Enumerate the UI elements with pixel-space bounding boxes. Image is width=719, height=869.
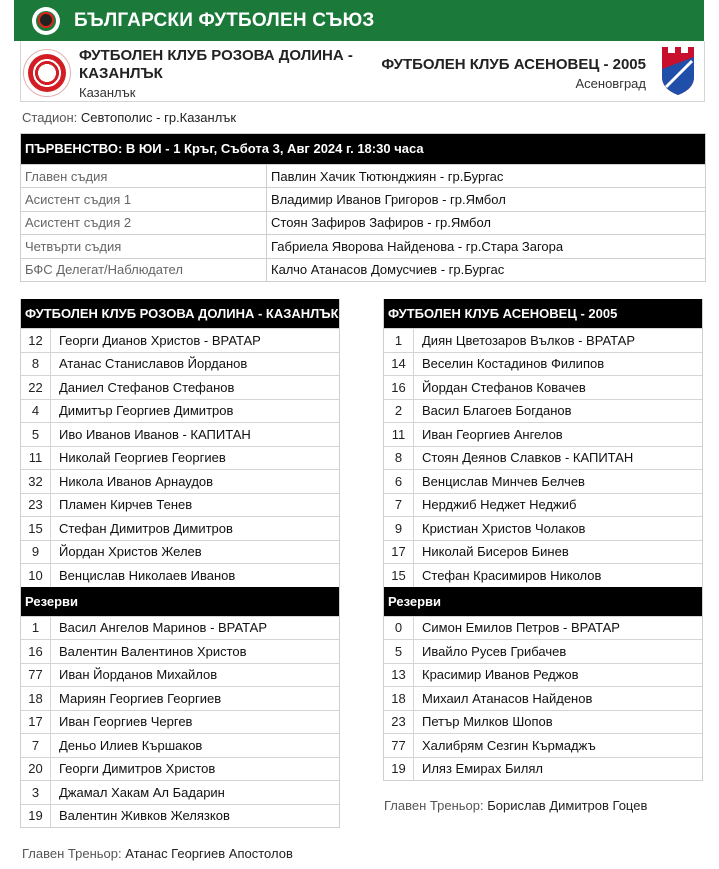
- player-row: [21, 563, 339, 587]
- player-number: 19: [21, 805, 51, 828]
- official-row: [21, 187, 705, 210]
- player-number: 5: [384, 640, 414, 663]
- official-row: [21, 211, 705, 234]
- home-coach: [22, 846, 293, 861]
- away-coach-label: Главен Треньор:: [384, 798, 484, 813]
- player-name: Иван Георгиев Ангелов: [422, 426, 563, 442]
- player-row: [21, 710, 339, 734]
- player-row: [21, 616, 339, 640]
- official-name: Павлин Хачик Тютюнджиян - гр.Бургас: [271, 168, 504, 184]
- player-row: [21, 540, 339, 564]
- player-row: [21, 780, 339, 804]
- player-row: [21, 422, 339, 446]
- player-name: Джамал Хакам Ал Бадарин: [59, 784, 225, 800]
- player-number: 12: [21, 329, 51, 352]
- player-row: [384, 399, 702, 423]
- player-row: [21, 469, 339, 493]
- official-name: Владимир Иванов Григоров - гр.Ямбол: [271, 192, 506, 208]
- player-name: Пламен Кирчев Тенев: [59, 497, 193, 513]
- away-starters-list: [384, 328, 702, 587]
- official-row: [21, 234, 705, 257]
- player-row: [384, 469, 702, 493]
- federation-title: БЪЛГАРСКИ ФУТБОЛЕН СЪЮЗ: [74, 9, 375, 31]
- player-row: [21, 399, 339, 423]
- player-row: [384, 710, 702, 734]
- player-row: [384, 663, 702, 687]
- player-number: 0: [384, 617, 414, 640]
- player-name: Йордан Стефанов Ковачев: [422, 379, 586, 395]
- player-number: 15: [21, 517, 51, 540]
- player-name: Михаил Атанасов Найденов: [422, 690, 593, 706]
- player-number: 1: [384, 329, 414, 352]
- player-name: Иво Иванов Иванов - КАПИТАН: [59, 426, 251, 442]
- away-team-name: ФУТБОЛЕН КЛУБ АСЕНОВЕЦ - 2005: [381, 56, 646, 73]
- player-number: 10: [21, 564, 51, 587]
- player-row: [384, 352, 702, 376]
- player-row: [21, 639, 339, 663]
- official-role: Главен съдия: [21, 165, 267, 187]
- player-row: [384, 493, 702, 517]
- teams-panel: [20, 41, 705, 102]
- player-row: [384, 616, 702, 640]
- home-coach-name: Атанас Георгиев Апостолов: [125, 846, 293, 861]
- home-subs-list: [21, 616, 339, 828]
- official-name: Габриела Яворова Найденова - гр.Стара Загора: [271, 238, 564, 254]
- player-number: 17: [384, 541, 414, 564]
- player-name: Валентин Валентинов Христов: [59, 643, 247, 659]
- player-row: [384, 563, 702, 587]
- player-name: Кристиан Христов Чолаков: [422, 520, 586, 536]
- player-name: Симон Емилов Петров - ВРАТАР: [422, 620, 620, 636]
- player-row: [21, 733, 339, 757]
- player-number: 8: [384, 447, 414, 470]
- match-officials-table: [20, 133, 706, 282]
- player-name: Иван Георгиев Чергев: [59, 714, 193, 730]
- home-lineup-title: ФУТБОЛЕН КЛУБ РОЗОВА ДОЛИНА - КАЗАНЛЪК: [21, 299, 339, 328]
- player-number: 7: [21, 734, 51, 757]
- player-name: Даниел Стефанов Стефанов: [59, 379, 235, 395]
- player-name: Стефан Димитров Димитров: [59, 520, 233, 536]
- player-row: [21, 328, 339, 352]
- away-lineup-table: [383, 299, 703, 781]
- player-number: 23: [384, 711, 414, 734]
- player-row: [384, 733, 702, 757]
- home-team-name: ФУТБОЛЕН КЛУБ РОЗОВА ДОЛИНА - КАЗАНЛЪК: [79, 47, 353, 82]
- home-coach-label: Главен Треньор:: [22, 846, 122, 861]
- federation-header: [14, 0, 704, 41]
- stadium-line: [22, 110, 236, 125]
- away-crest-icon: [658, 47, 698, 95]
- player-number: 32: [21, 470, 51, 493]
- player-name: Деньо Илиев Кършаков: [59, 737, 203, 753]
- player-name: Ивайло Русев Грибачев: [422, 643, 567, 659]
- player-name: Венцислав Минчев Белчев: [422, 473, 585, 489]
- player-name: Николай Георгиев Георгиев: [59, 450, 226, 466]
- player-name: Васил Благоев Богданов: [422, 403, 572, 419]
- stadium-label: Стадион:: [22, 110, 78, 125]
- player-number: 77: [21, 664, 51, 687]
- away-lineup-title: ФУТБОЛЕН КЛУБ АСЕНОВЕЦ - 2005: [384, 299, 702, 328]
- home-starters-list: [21, 328, 339, 587]
- player-name: Диян Цветозаров Вълков - ВРАТАР: [422, 332, 636, 348]
- player-row: [21, 757, 339, 781]
- player-name: Атанас Станиславов Йорданов: [59, 356, 248, 372]
- player-number: 13: [384, 664, 414, 687]
- player-row: [384, 328, 702, 352]
- player-number: 3: [21, 781, 51, 804]
- stadium-value: Севтополис - гр.Казанлък: [80, 110, 237, 125]
- player-name: Красимир Иванов Реджов: [422, 667, 579, 683]
- away-team-city: Асеновград: [575, 76, 646, 91]
- player-name: Нерджиб Неджет Неджиб: [422, 497, 577, 513]
- player-number: 18: [21, 687, 51, 710]
- player-row: [21, 804, 339, 828]
- player-number: 2: [384, 400, 414, 423]
- player-row: [384, 639, 702, 663]
- player-name: Димитър Георгиев Димитров: [59, 403, 234, 419]
- away-coach: [384, 798, 647, 813]
- player-name: Георги Дианов Христов - ВРАТАР: [59, 332, 261, 348]
- player-number: 17: [21, 711, 51, 734]
- player-number: 5: [21, 423, 51, 446]
- home-subs-label: Резерви: [21, 587, 339, 616]
- away-subs-label: Резерви: [384, 587, 702, 616]
- player-name: Халибрям Сезгин Кърмаджъ: [422, 737, 596, 753]
- player-name: Петър Милков Шопов: [422, 714, 553, 730]
- official-name: Стоян Зафиров Зафиров - гр.Ямбол: [271, 215, 491, 231]
- official-role: Асистент съдия 1: [21, 188, 267, 210]
- player-row: [21, 686, 339, 710]
- player-number: 11: [21, 447, 51, 470]
- away-subs-list: [384, 616, 702, 781]
- player-number: 77: [384, 734, 414, 757]
- official-row: [21, 164, 705, 187]
- player-number: 19: [384, 758, 414, 781]
- player-number: 8: [21, 353, 51, 376]
- player-number: 22: [21, 376, 51, 399]
- player-name: Стоян Деянов Славков - КАПИТАН: [422, 450, 634, 466]
- player-name: Веселин Костадинов Филипов: [422, 356, 605, 372]
- official-role: БФС Делегат/Наблюдател: [21, 259, 267, 281]
- player-number: 15: [384, 564, 414, 587]
- player-row: [384, 757, 702, 781]
- player-name: Николай Бисеров Бинев: [422, 544, 569, 560]
- player-name: Мариян Георгиев Георгиев: [59, 690, 222, 706]
- player-number: 1: [21, 617, 51, 640]
- player-number: 9: [21, 541, 51, 564]
- player-number: 9: [384, 517, 414, 540]
- player-name: Йордан Христов Желев: [59, 544, 202, 560]
- player-number: 6: [384, 470, 414, 493]
- player-number: 16: [21, 640, 51, 663]
- player-name: Георги Димитров Христов: [59, 761, 216, 777]
- home-team-city: Казанлък: [79, 85, 136, 100]
- official-row: [21, 258, 705, 281]
- away-coach-name: Борислав Димитров Гоцев: [487, 798, 648, 813]
- official-role: Асистент съдия 2: [21, 212, 267, 234]
- player-name: Васил Ангелов Маринов - ВРАТАР: [59, 620, 267, 636]
- player-row: [21, 663, 339, 687]
- player-row: [384, 375, 702, 399]
- home-lineup-table: [20, 299, 340, 828]
- player-row: [21, 375, 339, 399]
- official-name: Калчо Атанасов Домусчиев - гр.Бургас: [271, 262, 505, 278]
- player-name: Иван Йорданов Михайлов: [59, 667, 218, 683]
- player-name: Иляз Емирах Билял: [422, 761, 543, 777]
- player-number: 7: [384, 494, 414, 517]
- player-row: [21, 516, 339, 540]
- player-row: [21, 493, 339, 517]
- player-name: Стефан Красимиров Николов: [422, 567, 602, 583]
- player-row: [384, 686, 702, 710]
- player-name: Валентин Живков Желязков: [59, 808, 230, 824]
- match-header: ПЪРВЕНСТВО: В ЮИ - 1 Кръг, Събота 3, Авг 2024 г. 18:30 часа: [21, 134, 705, 164]
- player-number: 18: [384, 687, 414, 710]
- player-number: 20: [21, 758, 51, 781]
- player-number: 4: [21, 400, 51, 423]
- player-number: 23: [21, 494, 51, 517]
- player-name: Венцислав Николаев Иванов: [59, 567, 236, 583]
- player-number: 16: [384, 376, 414, 399]
- player-row: [21, 352, 339, 376]
- player-row: [384, 446, 702, 470]
- player-row: [384, 540, 702, 564]
- official-role: Четвърти съдия: [21, 235, 267, 257]
- player-row: [21, 446, 339, 470]
- home-crest-icon: [23, 49, 71, 97]
- player-row: [384, 516, 702, 540]
- player-name: Никола Иванов Арнаудов: [59, 473, 214, 489]
- bfs-logo-icon: [32, 7, 60, 35]
- player-row: [384, 422, 702, 446]
- player-number: 11: [384, 423, 414, 446]
- player-number: 14: [384, 353, 414, 376]
